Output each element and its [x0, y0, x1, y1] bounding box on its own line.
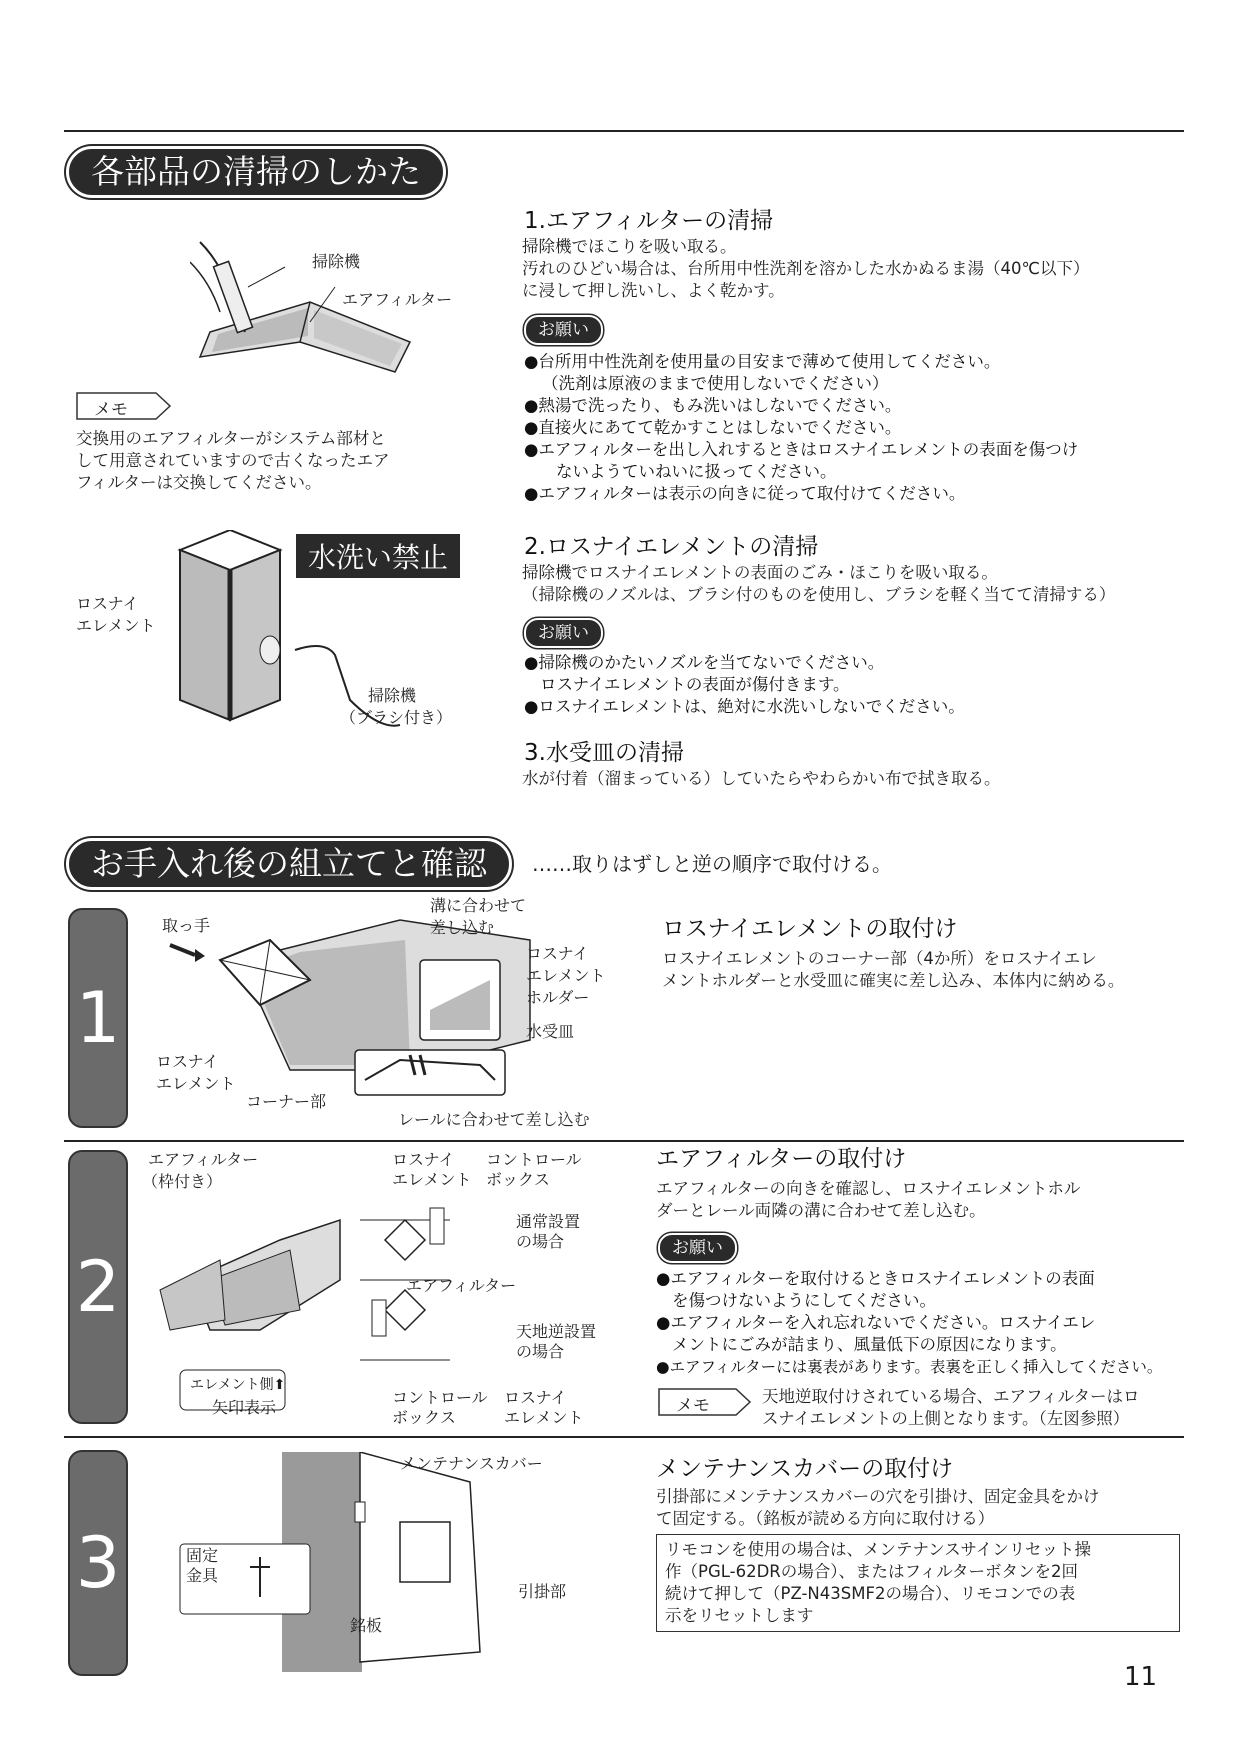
top-rule — [64, 130, 1184, 132]
step1-title: ロスナイエレメントの取付け — [662, 916, 958, 942]
label-cb-b2: ボックス — [392, 1408, 456, 1427]
step2-line: エアフィルターの向きを確認し、ロスナイエレメントホル — [656, 1179, 1081, 1198]
step3-line: 引掛部にメンテナンスカバーの穴を引掛け、固定金具をかけ — [656, 1487, 1100, 1506]
item2-text — [522, 562, 1202, 606]
note-line: 続けて押して（PZ-N43SMF2の場合）、リモコンでの表 — [665, 1584, 1076, 1603]
step-separator — [64, 1436, 1184, 1438]
memo2-text — [762, 1386, 1182, 1430]
step3-text — [656, 1486, 1196, 1530]
step3-title: メンテナンスカバーの取付け — [656, 1456, 954, 1482]
label-el-2: エレメント — [392, 1170, 472, 1189]
item1-title: 1.エアフィルターの清掃 — [524, 208, 774, 234]
item3-line: 水が付着（溜まっている）していたらやわらかい布で拭き取る。 — [522, 769, 1001, 788]
note-line: リモコンを使用の場合は、メンテナンスサインリセット操 — [665, 1540, 1092, 1559]
memo2-line: スナイエレメントの上側となります。（左図参照） — [762, 1409, 1130, 1428]
label-normal-2: の場合 — [516, 1232, 565, 1251]
memo-line: フィルターは交換してください。 — [76, 473, 322, 492]
step2-bullets — [656, 1268, 1196, 1378]
item2-title: 2.ロスナイエレメントの清掃 — [524, 534, 819, 560]
item1-line: 掃除機でほこりを吸い取る。 — [522, 237, 737, 256]
item2-line: 掃除機でロスナイエレメントの表面のごみ・ほこりを吸い取る。 — [522, 563, 998, 582]
bullet: を傷つけないようにしてください。 — [672, 1291, 936, 1310]
label-air-filter: エアフィルター — [342, 290, 453, 309]
label-arrow-caption: 矢印表示 — [212, 1398, 277, 1417]
label-element-1: ロスナイ — [76, 594, 139, 613]
label-filter-frame-1: エアフィルター — [148, 1150, 259, 1169]
label-handle: 取っ手 — [162, 916, 211, 935]
item1-text — [522, 236, 1182, 302]
label-vacuum-brush-2: （ブラシ付き） — [340, 708, 453, 727]
label-holder-1: ロスナイ — [526, 944, 589, 963]
bullet: ●エアフィルターを出し入れするときはロスナイエレメントの表面を傷つけ — [524, 440, 1079, 459]
bullet: ロスナイエレメントの表面が傷付きます。 — [540, 675, 850, 694]
step1-text — [662, 948, 1202, 992]
label-inverted-2: の場合 — [516, 1342, 565, 1361]
label-arrow-element — [190, 1374, 285, 1394]
arrow-label: エレメント側 — [190, 1377, 274, 1393]
label-mid-filter: エアフィルター — [406, 1276, 517, 1295]
step2-line: ダーとレール両隣の溝に合わせて差し込む。 — [656, 1201, 986, 1220]
memo-text — [76, 428, 456, 494]
section-title-cleaning: 各部品の清掃のしかた — [66, 146, 446, 198]
label-normal-1: 通常設置 — [516, 1212, 581, 1231]
request-tag: お願い — [524, 618, 603, 648]
step-separator — [64, 1140, 1184, 1142]
label-cb-b1: コントロール — [392, 1388, 488, 1407]
memo-line: して用意されていますので古くなったエア — [76, 451, 390, 470]
label-bracket-2: 金具 — [186, 1566, 219, 1585]
bullet: ●台所用中性洗剤を使用量の目安まで薄めて使用してください。 — [524, 352, 1001, 371]
step1-line: メントホルダーと水受皿に確実に差し込み、本体内に納める。 — [662, 971, 1125, 990]
item2-bullets — [524, 652, 1184, 718]
label-maintenance-cover: メンテナンスカバー — [400, 1454, 543, 1473]
bullet: メントにごみが詰まり、風量低下の原因になります。 — [672, 1335, 1067, 1354]
item1-bullets — [524, 351, 1184, 505]
label-rail: レールに合わせて差し込む — [398, 1110, 590, 1129]
label-holder-3: ホルダー — [526, 988, 590, 1007]
item3-title: 3.水受皿の清掃 — [524, 740, 684, 766]
note-line: 作（PGL-62DRの場合）、またはフィルターボタンを2回 — [665, 1562, 1079, 1581]
memo-line: 交換用のエアフィルターがシステム部材と — [76, 429, 386, 448]
bullet: ●掃除機のかたいノズルを当てないでください。 — [524, 653, 885, 672]
note-line: 示をリセットします — [665, 1606, 814, 1625]
up-arrow-icon: ⬆ — [273, 1377, 286, 1393]
step3-line: て固定する。（銘板が読める方向に取付ける） — [656, 1509, 995, 1528]
bullet: ●エアフィルターは表示の向きに従って取付けてください。 — [524, 484, 966, 503]
item2-line: （掃除機のノズルは、ブラシ付のものを使用し、ブラシを軽く当てて清掃する） — [522, 585, 1116, 604]
label-filter-frame-2: （枠付き） — [142, 1172, 223, 1191]
step1-line: ロスナイエレメントのコーナー部（4か所）をロスナイエレ — [662, 949, 1097, 968]
bullet: ●エアフィルターを入れ忘れないでください。ロスナイエレ — [656, 1313, 1096, 1332]
label-corner: コーナー部 — [246, 1092, 327, 1111]
label-element-1: ロスナイ — [156, 1052, 219, 1071]
label-vacuum-brush-1: 掃除機 — [368, 686, 417, 705]
label-el-b2: エレメント — [504, 1408, 584, 1427]
bullet: （洗剤は原液のままで使用しないでください） — [542, 374, 889, 393]
item1-line: に浸して押し洗いし、よく乾かす。 — [522, 281, 785, 300]
bullet: ●エアフィルターを取付けるときロスナイエレメントの表面 — [656, 1269, 1095, 1288]
label-groove-1: 溝に合わせて — [430, 896, 527, 915]
step2-text — [656, 1178, 1196, 1222]
label-name-plate: 銘板 — [350, 1616, 383, 1635]
figure-step3 — [170, 1452, 500, 1672]
bullet: ●直接火にあてて乾かすことはしないでください。 — [524, 418, 902, 437]
label-inverted-1: 天地逆設置 — [516, 1322, 597, 1341]
memo2-line: 天地逆取付けされている場合、エアフィルターはロ — [762, 1387, 1140, 1406]
label-groove-2: 差し込む — [430, 918, 495, 937]
label-holder-2: エレメント — [526, 966, 606, 985]
label-bracket-1: 固定 — [186, 1546, 219, 1565]
memo-label: メモ — [676, 1396, 710, 1416]
section-title-assembly: お手入れ後の組立てと確認 — [66, 838, 512, 890]
step-number-2: 2 — [68, 1150, 128, 1424]
step-number-3: 3 — [68, 1450, 128, 1676]
memo-label: メモ — [94, 400, 128, 420]
label-tray: 水受皿 — [526, 1022, 575, 1041]
label-el-1: ロスナイ — [392, 1150, 455, 1169]
memo-tag — [76, 392, 172, 420]
label-cb-1: コントロール — [486, 1150, 582, 1169]
figure-filter-vacuum — [190, 232, 420, 402]
label-vacuum: 掃除機 — [312, 252, 361, 271]
label-cb-2: ボックス — [486, 1170, 550, 1189]
item1-line: 汚れのひどい場合は、台所用中性洗剤を溶かした水かぬるま湯（40℃以下） — [522, 259, 1090, 278]
no-wash-badge: 水洗い禁止 — [296, 534, 460, 578]
bullet: ないようていねいに扱ってください。 — [556, 462, 837, 481]
label-element-2: エレメント — [156, 1074, 236, 1093]
request-tag: お願い — [524, 315, 603, 345]
bullet: ●熱湯で洗ったり、もみ洗いはしないでください。 — [524, 396, 902, 415]
page-number: 11 — [1124, 1662, 1158, 1692]
remote-reset-note — [656, 1534, 1180, 1632]
step-number-1: 1 — [68, 908, 128, 1128]
label-hook: 引掛部 — [518, 1582, 567, 1601]
label-el-b1: ロスナイ — [504, 1388, 567, 1407]
bullet: ●ロスナイエレメントは、絶対に水洗いしないでください。 — [524, 697, 965, 716]
memo-tag-2 — [658, 1388, 752, 1420]
section-subtitle: ……取りはずしと逆の順序で取付ける。 — [532, 852, 892, 876]
request-tag: お願い — [658, 1233, 737, 1263]
step2-title: エアフィルターの取付け — [656, 1146, 907, 1172]
label-element-2: エレメント — [76, 616, 156, 635]
bullet: ●エアフィルターには裏表があります。表裏を正しく挿入してください。 — [656, 1358, 1163, 1376]
